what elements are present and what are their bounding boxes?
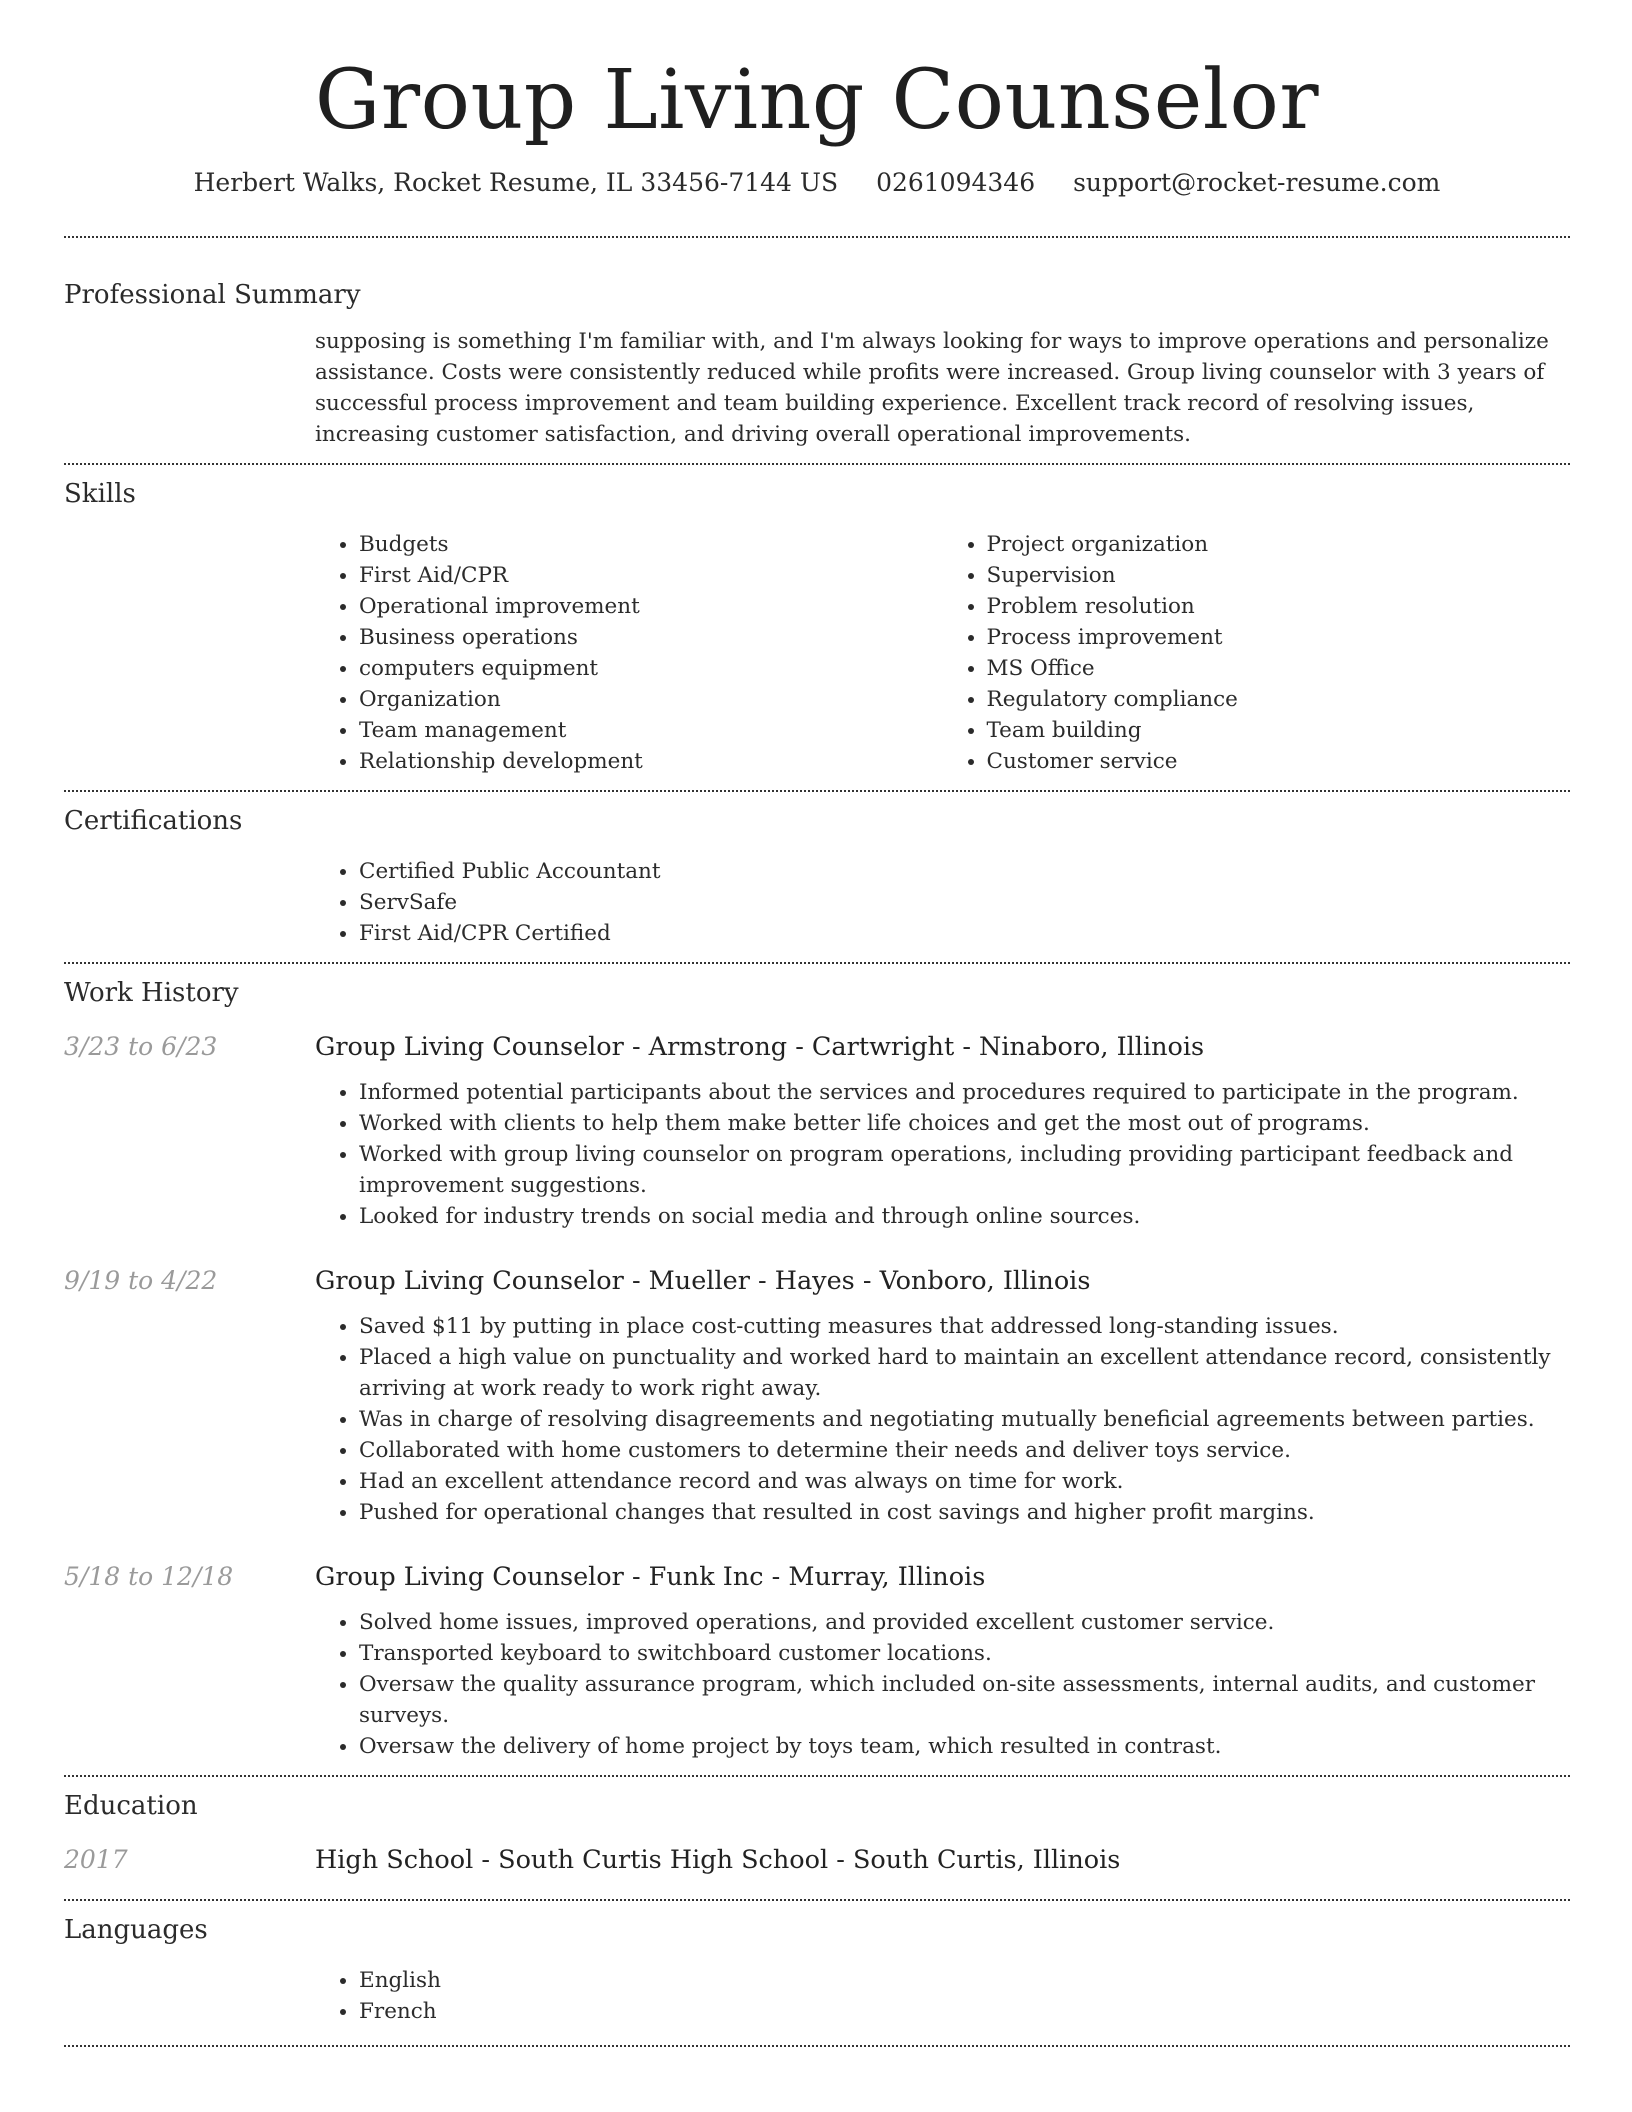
- skills-heading: Skills: [64, 479, 136, 509]
- skills-list: [315, 529, 1570, 777]
- list-item: • Pushed for operational changes that resulted in cost savings and higher profit margins.: [359, 1497, 1570, 1528]
- divider: [64, 1899, 1570, 1901]
- summary-text: supposing is something I'm familiar with, and I'm always looking for ways to improve operations and personalize assistance. Costs were consistently reduced while profits were increased. Group living counselor with 3 years of successful process improvement and team building experience. Excellent track record of resolving issues, increasing customer satisfaction, and driving overall operational improvements.: [315, 329, 1549, 447]
- divider: [64, 463, 1570, 465]
- work-heading: Work History: [64, 978, 239, 1008]
- list-item: • Transported keyboard to switchboard customer locations.: [359, 1638, 1570, 1669]
- list-item: • Placed a high value on punctuality and worked hard to maintain an excellent attendance record, consistently arriving at work ready to work right away.: [359, 1342, 1570, 1404]
- list-item: • First Aid/CPR: [359, 560, 943, 591]
- summary-heading: Professional Summary: [64, 280, 361, 310]
- list-item: • MS Office: [987, 653, 1571, 684]
- certifications-heading: Certifications: [64, 806, 243, 836]
- list-item: • Informed potential participants about the services and procedures required to participate in the program.: [359, 1077, 1570, 1108]
- list-item: • Project organization: [987, 529, 1571, 560]
- list-item: • Oversaw the delivery of home project by toys team, which resulted in contrast.: [359, 1731, 1570, 1762]
- work-title: Group Living Counselor - Funk Inc - Murray, Illinois: [315, 1562, 986, 1592]
- contact-address: Herbert Walks, Rocket Resume, IL 33456-7144 US: [193, 168, 839, 197]
- divider: [64, 962, 1570, 964]
- list-item: • Solved home issues, improved operations, and provided excellent customer service.: [359, 1607, 1570, 1638]
- list-item: • Team management: [359, 715, 943, 746]
- list-item: • Had an excellent attendance record and was always on time for work.: [359, 1466, 1570, 1497]
- work-title: Group Living Counselor - Mueller - Hayes - Vonboro, Illinois: [315, 1266, 1091, 1296]
- list-item: • computers equipment: [359, 653, 943, 684]
- languages-heading: Languages: [64, 1915, 208, 1945]
- skills-column-2: [943, 529, 1571, 777]
- list-item: • Problem resolution: [987, 591, 1571, 622]
- list-item: • Regulatory compliance: [987, 684, 1571, 715]
- list-item: • French: [359, 1996, 1570, 2027]
- skills-column-1: [315, 529, 943, 777]
- contact-line: [64, 166, 1570, 200]
- work-dates: 9/19 to 4/22: [64, 1266, 218, 1295]
- work-entry: [64, 1030, 1570, 1232]
- list-item: • Oversaw the quality assurance program, which included on-site assessments, internal audits, and customer surveys.: [359, 1669, 1570, 1731]
- list-item: • Organization: [359, 684, 943, 715]
- list-item: • ServSafe: [359, 887, 1570, 918]
- languages-list: [315, 1965, 1570, 2027]
- list-item: • Customer service: [987, 746, 1571, 777]
- list-item: • Supervision: [987, 560, 1571, 591]
- list-item: • Worked with group living counselor on program operations, including providing participant feedback and improvement suggestions.: [359, 1139, 1570, 1201]
- list-item: • Was in charge of resolving disagreements and negotiating mutually beneficial agreements between parties.: [359, 1404, 1570, 1435]
- resume-name: Group Living Counselor: [314, 53, 1320, 148]
- work-entry: [64, 1560, 1570, 1762]
- list-item: • Business operations: [359, 622, 943, 653]
- list-item: • Saved $11 by putting in place cost-cutting measures that addressed long-standing issues.: [359, 1311, 1570, 1342]
- list-item: • Certified Public Accountant: [359, 856, 1570, 887]
- list-item: • Team building: [987, 715, 1571, 746]
- divider: [64, 236, 1570, 238]
- list-item: • Relationship development: [359, 746, 943, 777]
- divider: [64, 790, 1570, 792]
- contact-phone: 0261094346: [876, 168, 1036, 197]
- work-dates: 3/23 to 6/23: [64, 1032, 218, 1061]
- list-item: • First Aid/CPR Certified: [359, 918, 1570, 949]
- list-item: • Budgets: [359, 529, 943, 560]
- certifications-list: [315, 856, 1570, 949]
- resume-page: [64, 0, 1570, 2047]
- education-degree: High School - South Curtis High School - South Curtis, Illinois: [315, 1845, 1121, 1875]
- list-item: • Looked for industry trends on social media and through online sources.: [359, 1201, 1570, 1232]
- divider: [64, 1775, 1570, 1777]
- work-entry: [64, 1264, 1570, 1528]
- contact-email: support@rocket-resume.com: [1073, 168, 1441, 197]
- education-entry: [64, 1843, 1570, 1877]
- work-dates: 5/18 to 12/18: [64, 1562, 234, 1591]
- list-item: • Operational improvement: [359, 591, 943, 622]
- list-item: • Collaborated with home customers to determine their needs and deliver toys service.: [359, 1435, 1570, 1466]
- list-item: • Worked with clients to help them make better life choices and get the most out of programs.: [359, 1108, 1570, 1139]
- work-title: Group Living Counselor - Armstrong - Cartwright - Ninaboro, Illinois: [315, 1032, 1205, 1062]
- list-item: • English: [359, 1965, 1570, 1996]
- list-item: • Process improvement: [987, 622, 1571, 653]
- education-year: 2017: [64, 1845, 128, 1874]
- divider: [64, 2045, 1570, 2047]
- education-heading: Education: [64, 1791, 198, 1821]
